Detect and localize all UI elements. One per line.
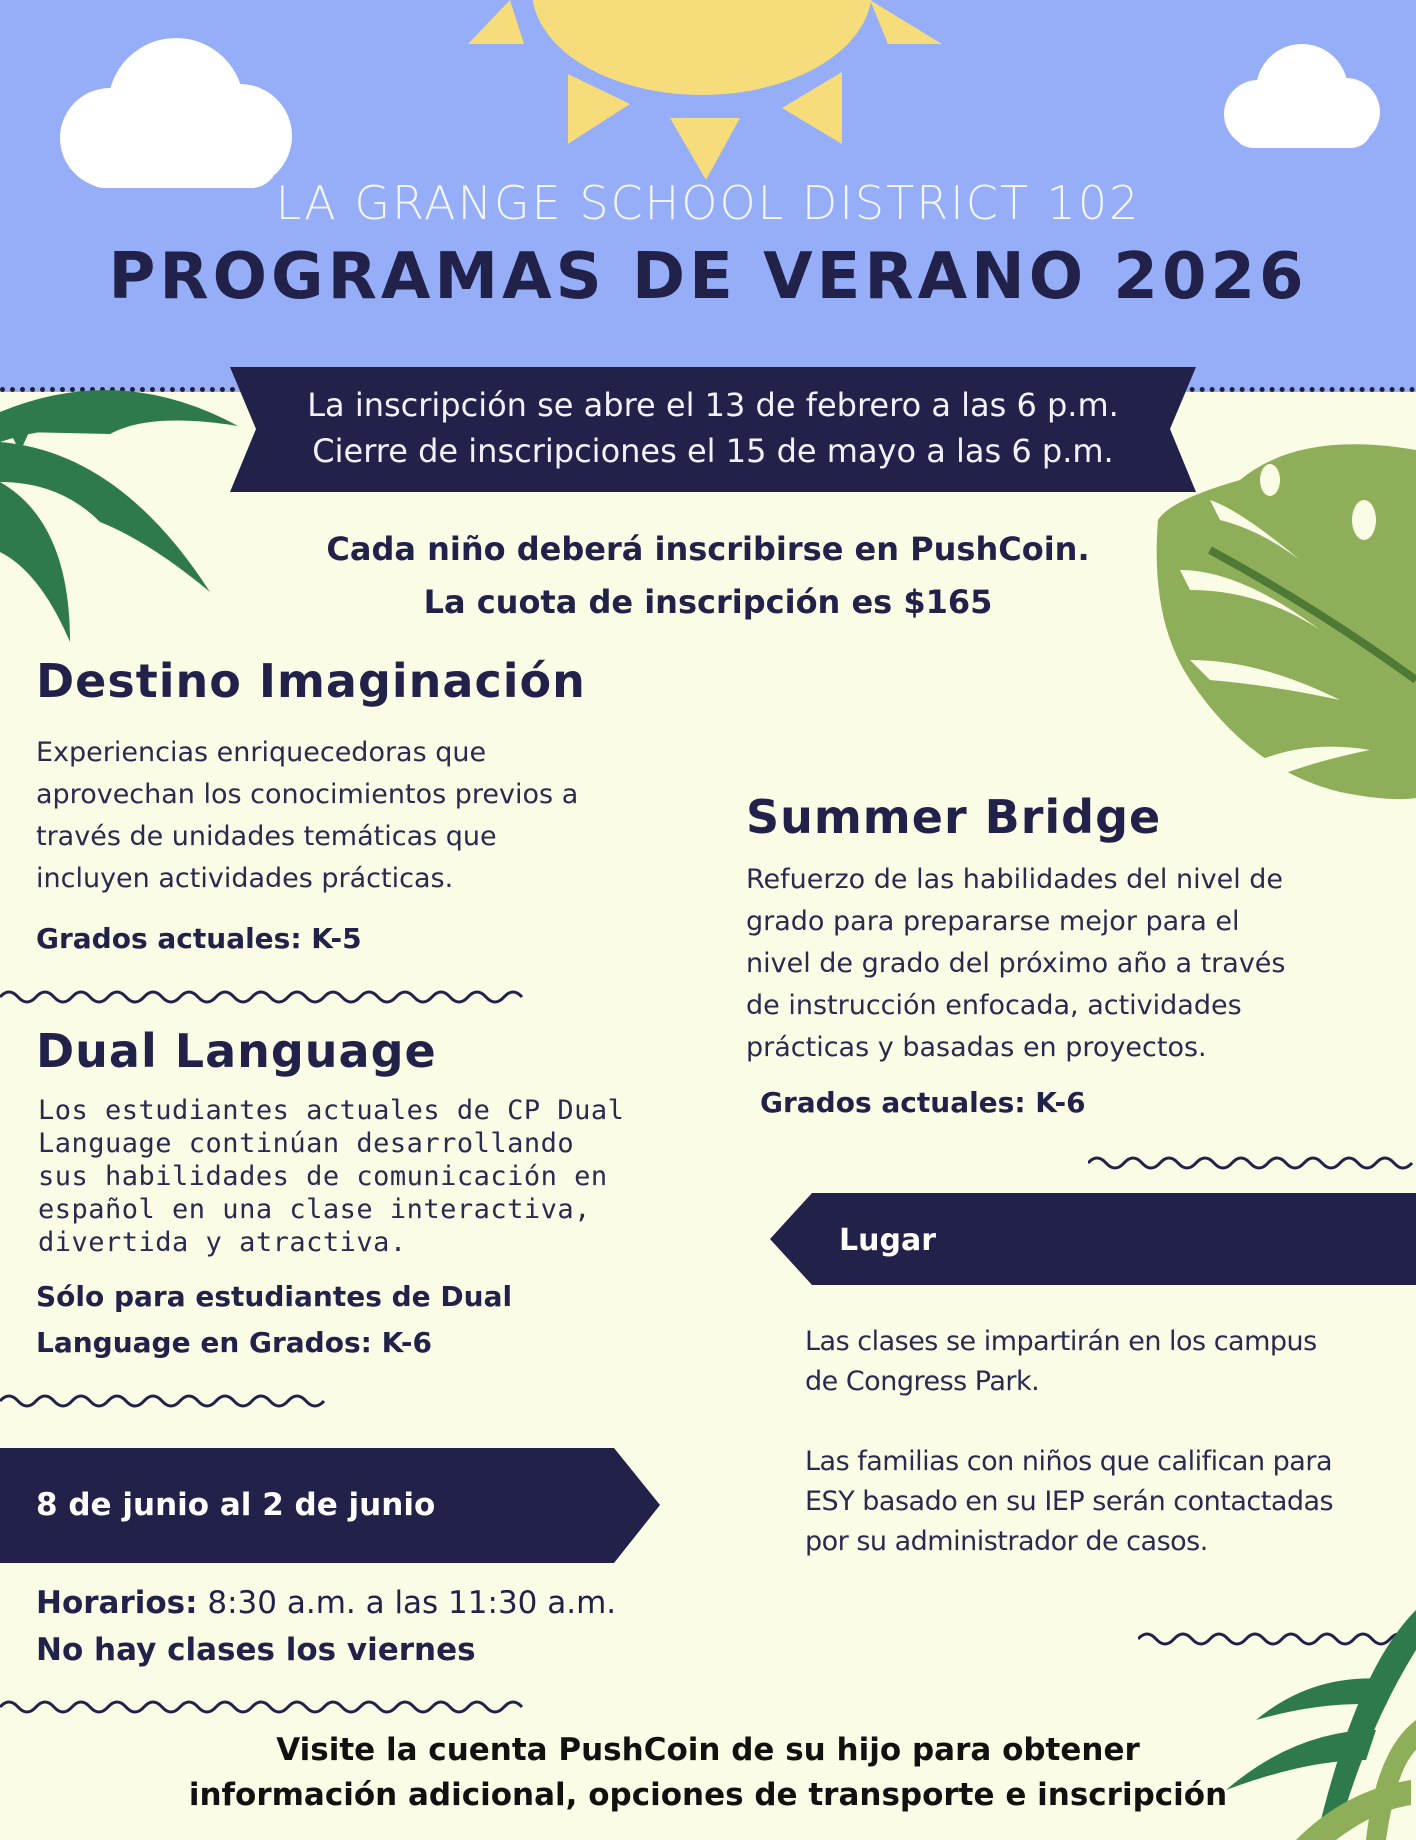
- cloud-icon: [1218, 44, 1382, 154]
- page-title: PROGRAMAS DE VERANO 2026: [108, 240, 1308, 314]
- summer-bridge-line: nivel de grado del próximo año a través: [746, 948, 1286, 979]
- dual-language-line: Language continúan desarrollando: [38, 1128, 575, 1159]
- location-details: [805, 1322, 1365, 1562]
- dual-language-line: español en una clase interactiva,: [38, 1194, 591, 1225]
- dual-language-grades-line: Sólo para estudiantes de Dual: [36, 1280, 513, 1313]
- summer-bridge-title: Summer Bridge: [746, 790, 1162, 844]
- sun-icon: [450, 0, 950, 190]
- hours-value: 8:30 a.m. a las 11:30 a.m.: [197, 1585, 617, 1621]
- destino-title: Destino Imaginación: [36, 654, 586, 708]
- program-dates: 8 de junio al 2 de junio: [36, 1487, 436, 1523]
- dual-language-line: divertida y atractiva.: [38, 1227, 407, 1258]
- destino-description: [36, 732, 676, 900]
- district-name: LA GRANGE SCHOOL DISTRICT 102: [275, 176, 1141, 230]
- cloud-icon: [48, 38, 304, 188]
- wavy-divider: [1088, 1152, 1416, 1174]
- wavy-divider: [0, 986, 536, 1008]
- summer-bridge-line: grado para prepararse mejor para el: [746, 906, 1240, 937]
- registration-dates: [230, 382, 1196, 474]
- footer-line: Visite la cuenta PushCoin de su hijo para obtener: [276, 1732, 1140, 1768]
- destino-grades: Grados actuales: K-5: [36, 922, 362, 955]
- location-line: por su administrador de casos.: [805, 1526, 1208, 1557]
- destino-line: Experiencias enriquecedoras que: [36, 737, 487, 768]
- location-line: Las clases se impartirán en los campus: [805, 1326, 1317, 1357]
- schedule: [36, 1580, 616, 1674]
- fee-line-1: Cada niño deberá inscribirse en PushCoin.: [326, 530, 1090, 568]
- destino-line: través de unidades temáticas que: [36, 821, 497, 852]
- location-label: Lugar: [839, 1223, 936, 1258]
- footer-line: información adicional, opciones de transporte e inscripción: [188, 1777, 1228, 1813]
- dual-language-description: [38, 1094, 678, 1259]
- location-line: de Congress Park.: [805, 1366, 1040, 1397]
- spacer: [805, 1402, 1365, 1442]
- location-line: ESY basado en su IEP serán contactadas: [805, 1486, 1334, 1517]
- hours-line: [36, 1580, 616, 1627]
- no-class-note: No hay clases los viernes: [36, 1632, 476, 1668]
- dual-language-title: Dual Language: [36, 1024, 437, 1078]
- dual-language-line: sus habilidades de comunicación en: [38, 1161, 608, 1192]
- destino-line: aprovechan los conocimientos previos a: [36, 779, 579, 810]
- dual-language-line: Los estudiantes actuales de CP Dual: [38, 1095, 625, 1126]
- footer-note: [0, 1728, 1416, 1818]
- summer-bridge-description: [746, 859, 1386, 1069]
- hours-label: Horarios:: [36, 1585, 198, 1621]
- wavy-divider: [0, 1696, 536, 1718]
- dual-language-grades-line: Language en Grados: K-6: [36, 1326, 432, 1359]
- wavy-divider: [0, 1390, 326, 1412]
- registration-open-text: La inscripción se abre el 13 de febrero a las 6 p.m.: [307, 386, 1119, 424]
- summer-bridge-line: prácticas y basadas en proyectos.: [746, 1032, 1207, 1063]
- destino-line: incluyen actividades prácticas.: [36, 863, 454, 894]
- fee-line-2: La cuota de inscripción es $165: [423, 583, 993, 621]
- dual-language-grades: [36, 1274, 512, 1366]
- summer-bridge-grades: Grados actuales: K-6: [760, 1086, 1086, 1119]
- registration-close-text: Cierre de inscripciones el 15 de mayo a las 6 p.m.: [312, 432, 1114, 470]
- registration-fee: [0, 523, 1416, 629]
- location-line: Las familias con niños que califican para: [805, 1446, 1333, 1477]
- summer-bridge-line: de instrucción enfocada, actividades: [746, 990, 1242, 1021]
- summer-bridge-line: Refuerzo de las habilidades del nivel de: [746, 864, 1284, 895]
